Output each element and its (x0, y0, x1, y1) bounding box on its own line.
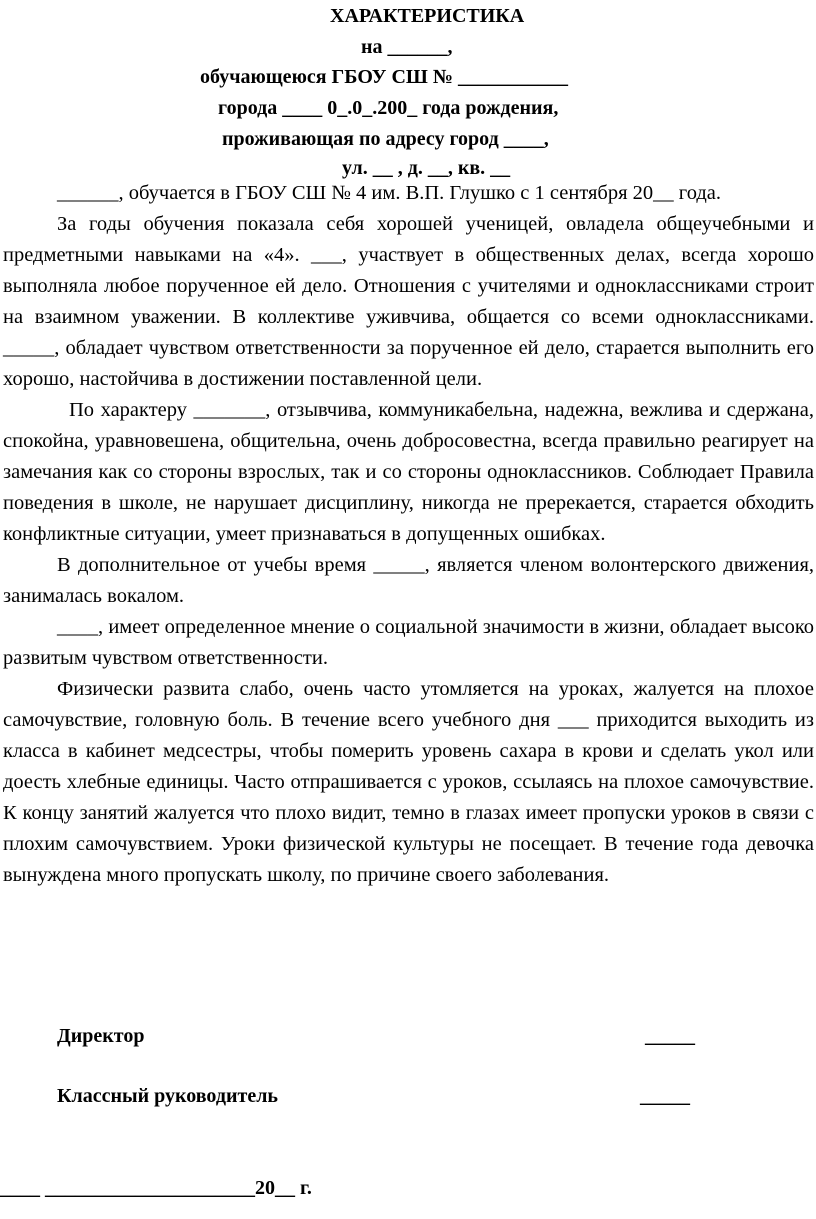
document-title: ХАРАКТЕРИСТИКА (330, 5, 525, 27)
header-city-line: города ____ 0_.0_.200_ года рождения, (218, 97, 559, 119)
header-date-line: на ______, (361, 36, 453, 58)
header-student-line: обучающеюся ГБОУ СШ № ___________ (200, 66, 568, 88)
paragraph-character: По характеру _______, отзывчива, коммуникабельна, надежна, вежлива и сдержана, спокойна, уравновешена, общительна, очень добросовестна, всегда правильно реагирует на замечания как со стороны взрослых, так и со стороны одноклассников. Соблюдает Правила поведения в школе, не нарушает дисциплину, никогда не пререкается, старается обходить конфликтные ситуации, умеет признаваться в допущенных ошибках. (3, 399, 814, 545)
paragraph-enrollment: ______, обучается в ГБОУ СШ № 4 им. В.П. Глушко с 1 сентября 20__ года. (57, 182, 722, 204)
date-line: ____ _____________________20__ г. (0, 1177, 312, 1199)
director-signature-blank: _____ (645, 1025, 695, 1047)
director-label: Директор (57, 1025, 145, 1047)
header-street-line: ул. __ , д. __, кв. __ (342, 157, 511, 179)
paragraph-studies: За годы обучения показала себя хорошей ученицей, овладела общеучебными и предметными навыками на «4». ___, участвует в общественных делах, всегда хорошо выполняла любое порученное ей дело. Отношения с учителями и одноклассниками строит на взаимном уважении. В коллективе уживчива, общается со всеми одноклассниками. _____, обладает чувством ответственности за порученное ей дело, старается выполнить его хорошо, настойчива в достижении поставленной цели. (3, 213, 814, 390)
class-teacher-label: Классный руководитель (57, 1085, 278, 1107)
class-teacher-signature-blank: _____ (640, 1085, 690, 1107)
header-address-line: проживающая по адресу город ____, (222, 128, 549, 150)
paragraph-health: Физически развита слабо, очень часто утомляется на уроках, жалуется на плохое самочувствие, головную боль. В течение всего учебного дня ___ приходится выходить из класса в кабинет медсестры, чтобы померить уровень сахара в крови и сделать укол или доесть хлебные единицы. Часто отпрашивается с уроков, ссылаясь на плохое самочувствие. К концу занятий жалуется что плохо видит, темно в глазах имеет пропуски уроков в связи с плохим самочувствием. Уроки физической культуры не посещает. В течение года девочка вынуждена много пропускать школу, по причине своего заболевания. (3, 678, 814, 886)
body-text (3, 178, 814, 891)
paragraph-social: ____, имеет определенное мнение о социальной значимости в жизни, обладает высоко развитым чувством ответственности. (3, 616, 814, 669)
paragraph-extracurricular: В дополнительное от учебы время _____, является членом волонтерского движения, занималась вокалом. (3, 554, 814, 607)
